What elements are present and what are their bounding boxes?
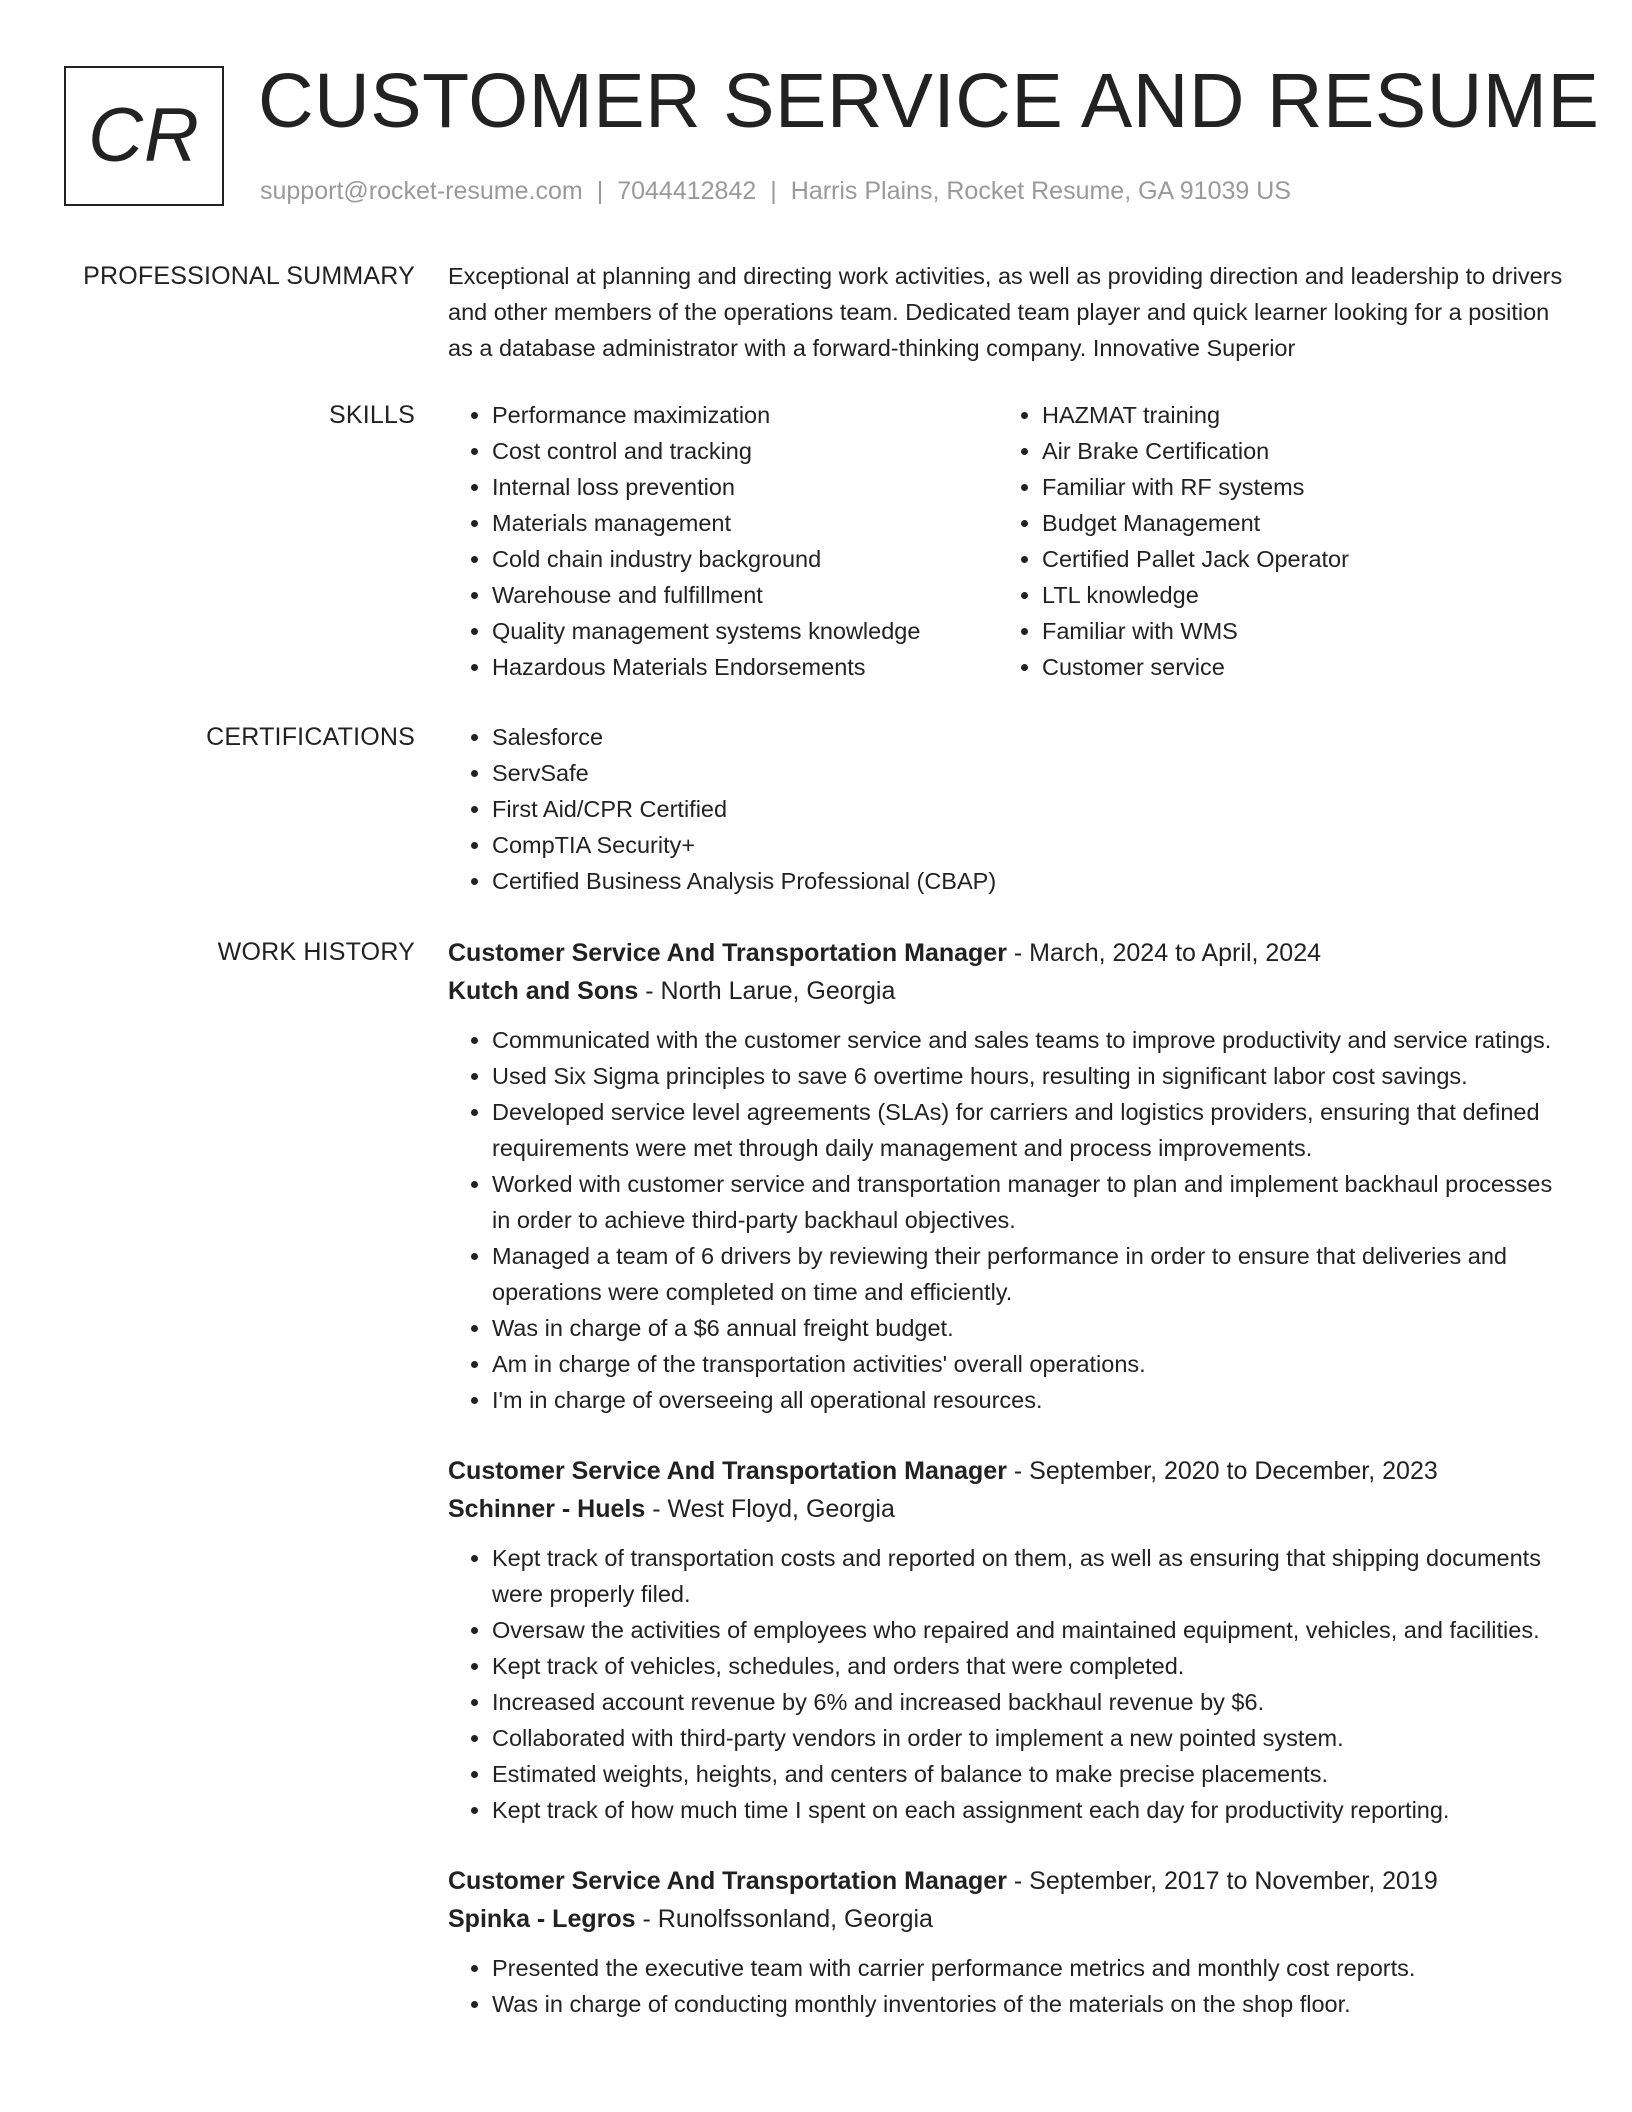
job-bullet: • Collaborated with third-party vendors in order to implement a new pointed system. [492, 1720, 1566, 1756]
skill-item: • Budget Management [1042, 505, 1558, 541]
job-location: - North Larue, Georgia [638, 977, 896, 1005]
skill-item: • Quality management systems knowledge [492, 613, 998, 649]
summary-body [448, 258, 1566, 366]
job-company-line [448, 1490, 1566, 1528]
job-title-line [448, 1862, 1566, 1900]
job-bullets [448, 1022, 1566, 1418]
job-bullet: • Am in charge of the transportation activities' overall operations. [492, 1346, 1566, 1382]
job-bullet: • Oversaw the activities of employees who repaired and maintained equipment, vehicles, and facilities. [492, 1612, 1566, 1648]
job-location: - Runolfssonland, Georgia [635, 1905, 933, 1933]
job-bullet: • Estimated weights, heights, and centers of balance to make precise placements. [492, 1756, 1566, 1792]
skill-item: • Air Brake Certification [1042, 433, 1558, 469]
skill-item: • Customer service [1042, 649, 1558, 685]
skills-label: SKILLS [329, 401, 415, 429]
job-bullet: • Managed a team of 6 drivers by reviewing their performance in order to ensure that deliveries and operations were completed on time and efficiently. [492, 1238, 1566, 1310]
job-dates: - September, 2017 to November, 2019 [1006, 1867, 1438, 1895]
monogram-box [64, 66, 224, 206]
skill-item: • Cold chain industry background [492, 541, 998, 577]
job-bullets [448, 1950, 1566, 2022]
summary-label: PROFESSIONAL SUMMARY [83, 262, 415, 290]
skills-list-left [448, 397, 998, 685]
job-title-line [448, 1452, 1566, 1490]
contact-address: Harris Plains, Rocket Resume, GA 91039 US [790, 177, 1291, 205]
skills-column-left [448, 397, 998, 685]
work-history-body [448, 934, 1566, 2022]
skill-item: • Familiar with RF systems [1042, 469, 1558, 505]
job-bullet: • Developed service level agreements (SLAs) for carriers and logistics providers, ensuring that defined requirements were met through daily management and process improvements. [492, 1094, 1566, 1166]
certification-item: • CompTIA Security+ [492, 827, 1566, 863]
job-company: Kutch and Sons [448, 977, 639, 1005]
job-bullet: • I'm in charge of overseeing all operational resources. [492, 1382, 1566, 1418]
skill-item: • Hazardous Materials Endorsements [492, 649, 998, 685]
certification-item: • Certified Business Analysis Professional (CBAP) [492, 863, 1566, 899]
skill-item: • Warehouse and fulfillment [492, 577, 998, 613]
certifications-list [448, 719, 1566, 899]
summary-text: Exceptional at planning and directing work activities, as well as providing direction and leadership to drivers and other members of the operations team. Dedicated team player and quick learner looking for a position as a database administrator with a forward-thinking company. Innovative Superior [448, 263, 1563, 361]
skill-item: • HAZMAT training [1042, 397, 1558, 433]
contact-email: support@rocket-resume.com [260, 177, 583, 205]
skill-item: • Internal loss prevention [492, 469, 998, 505]
job-company: Spinka - Legros [448, 1905, 636, 1933]
certification-item: • Salesforce [492, 719, 1566, 755]
job-company-line [448, 1900, 1566, 1938]
job-title: Customer Service And Transportation Manager [448, 1867, 1007, 1895]
skill-item: • Materials management [492, 505, 998, 541]
job-title-line [448, 934, 1566, 972]
job-bullet: • Kept track of transportation costs and reported on them, as well as ensuring that shipping documents were properly filed. [492, 1540, 1566, 1612]
job-bullet: • Was in charge of a $6 annual freight budget. [492, 1310, 1566, 1346]
skill-item: • Certified Pallet Jack Operator [1042, 541, 1558, 577]
skills-columns [448, 397, 1566, 697]
job-entry [448, 1862, 1566, 2022]
job-bullet: • Was in charge of conducting monthly inventories of the materials on the shop floor. [492, 1986, 1566, 2022]
contact-separator: | [770, 177, 777, 205]
resume-name: CUSTOMER SERVICE AND RESUME [258, 58, 1600, 144]
job-bullet: • Increased account revenue by 6% and increased backhaul revenue by $6. [492, 1684, 1566, 1720]
job-entry [448, 1452, 1566, 1828]
job-dates: - September, 2020 to December, 2023 [1006, 1457, 1438, 1485]
certification-item: • ServSafe [492, 755, 1566, 791]
job-bullet: • Communicated with the customer service and sales teams to improve productivity and service ratings. [492, 1022, 1566, 1058]
job-title: Customer Service And Transportation Manager [448, 1457, 1007, 1485]
certification-item: • First Aid/CPR Certified [492, 791, 1566, 827]
job-bullet: • Used Six Sigma principles to save 6 overtime hours, resulting in significant labor cost savings. [492, 1058, 1566, 1094]
work-history-label: WORK HISTORY [217, 938, 415, 966]
skill-item: • Familiar with WMS [1042, 613, 1558, 649]
job-bullet: • Kept track of how much time I spent on each assignment each day for productivity reporting. [492, 1792, 1566, 1828]
skills-column-right [998, 397, 1558, 685]
skill-item: • Performance maximization [492, 397, 998, 433]
job-company-line [448, 972, 1566, 1010]
job-bullet: • Presented the executive team with carrier performance metrics and monthly cost reports. [492, 1950, 1566, 1986]
job-bullet: • Kept track of vehicles, schedules, and orders that were completed. [492, 1648, 1566, 1684]
contact-line [260, 176, 1291, 206]
job-dates: - March, 2024 to April, 2024 [1006, 939, 1321, 967]
job-bullets [448, 1540, 1566, 1828]
job-entry [448, 934, 1566, 1418]
skills-body [448, 397, 1566, 697]
skills-list-right [998, 397, 1558, 685]
monogram-initials: CR [88, 93, 200, 178]
certifications-label: CERTIFICATIONS [206, 723, 415, 751]
certifications-body [448, 719, 1566, 899]
contact-phone: 7044412842 [617, 177, 757, 205]
skill-item: • LTL knowledge [1042, 577, 1558, 613]
job-company: Schinner - Huels [448, 1495, 646, 1523]
contact-separator: | [596, 177, 604, 205]
job-location: - West Floyd, Georgia [645, 1495, 895, 1523]
job-bullet: • Worked with customer service and transportation manager to plan and implement backhaul processes in order to achieve third-party backhaul objectives. [492, 1166, 1566, 1238]
job-title: Customer Service And Transportation Manager [448, 939, 1007, 967]
skill-item: • Cost control and tracking [492, 433, 998, 469]
